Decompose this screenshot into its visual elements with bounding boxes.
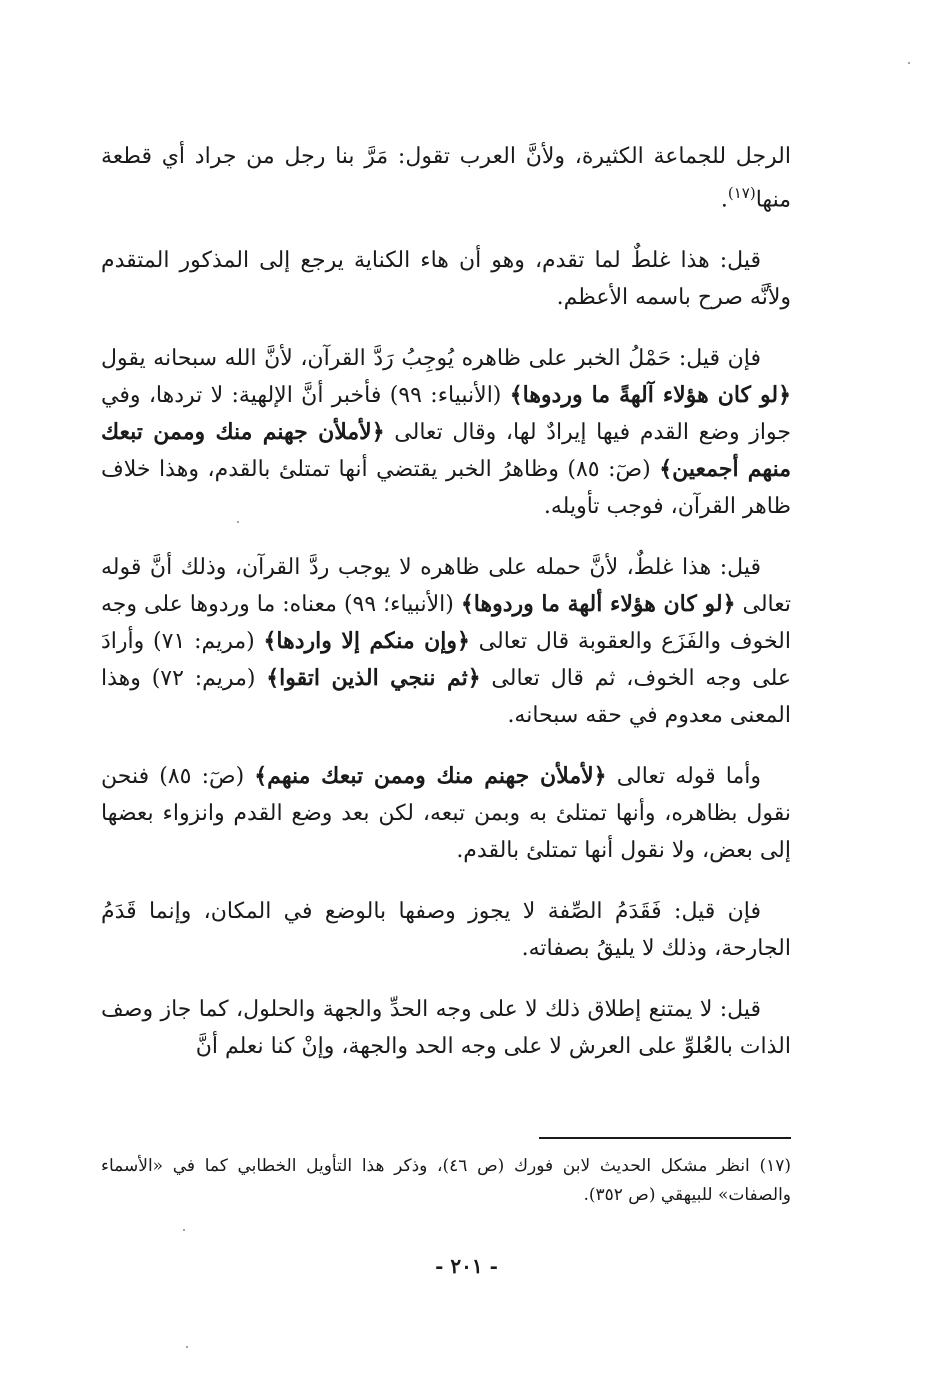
text-run: (الأنبياء: ٩٩) فأخبر أنَّ الإلهية: لا تردها، وفي جواز وضع القدم فيها إيرادٌ لها، وقال تعالى (101, 383, 791, 446)
text-run: قيل: لا يمتنع إطلاق ذلك لا على وجه الحدِّ والجهة والحلول، كما جاز وصف الذات بالعُلوِّ على العرش لا على وجه الحد والجهة، وإنْ كنا نعلم أنَّ (101, 997, 791, 1060)
paragraph (101, 138, 791, 218)
text-run: قيل: هذا غلطٌ لما تقدم، وهو أن هاء الكناية يرجع إلى المذكور المتقدم ولأنَّه صرح باسمه الأعظم. (101, 248, 791, 311)
quran-verse: ﴿لأملأن جهنم منك وممن تبعك منهم﴾ (254, 763, 607, 790)
text-run: (مريم: ٧١) وأرادَ على وجه الخوف، ثم قال تعالى (101, 629, 791, 692)
text-run: (١٧) (727, 184, 756, 202)
quran-verse: ﴿ثم ننجي الذين اتقوا﴾ (266, 665, 481, 692)
text-run: فإن قيل: حَمْلُ الخبر على ظاهره يُوجِبُ رَدَّ القرآن، لأنَّ الله سبحانه يقول (101, 346, 761, 372)
paragraph (101, 893, 791, 967)
paragraph (101, 242, 791, 316)
footnotes (101, 1152, 791, 1210)
quran-verse: ﴿لو كان هؤلاء ألهة ما وردوها﴾ (460, 591, 736, 618)
paragraph (101, 340, 791, 525)
quran-verse: ﴿لو كان هؤلاء آلهةً ما وردوها﴾ (509, 382, 791, 409)
scan-speck (237, 521, 239, 523)
text-run: . (720, 187, 728, 213)
footnote-divider (539, 1137, 791, 1139)
text-run: (صٓ: ٨٥) فنحن نقول بظاهره، وأنها تمتلئ به وبمن تبعه، لكن بعد وضع القدم وانزواء بعضها إلى بعض، ولا نقول أنها تمتلئ بالقدم. (101, 764, 791, 864)
scan-speck (908, 62, 910, 64)
scan-speck (186, 1346, 188, 1348)
scan-speck (183, 1229, 185, 1231)
page-number: - ٢٠١ - (435, 1254, 498, 1278)
paragraph (101, 991, 791, 1065)
text-run: وأما قوله تعالى (606, 764, 762, 790)
footnote: (١٧) انظر مشكل الحديث لابن فورك (ص ٤٦)، وذكر هذا التأويل الخطابي كما في «الأسماء والصفات» للبيهقي (ص ٣٥٢). (101, 1156, 791, 1205)
page-body (101, 138, 791, 1089)
quran-verse: ﴿لأملأن جهنم منك وممن تبعك منهم أجمعين﴾ (101, 419, 791, 483)
text-run: (صٓ: ٨٥) وظاهرُ الخبر يقتضي أنها تمتلئ بالقدم، وهذا خلاف ظاهر القرآن، فوجب تأويله. (101, 457, 791, 520)
text-run: (الأنبياء؛ ٩٩) معناه: ما وردوها على وجه الخوف والفَزَع والعقوبة قال تعالى (101, 592, 791, 655)
text-run: (مريم: ٧٢) وهذا المعنى معدوم في حقه سبحانه. (101, 666, 791, 729)
paragraph (101, 549, 791, 734)
paragraph (101, 758, 791, 869)
quran-verse: ﴿وإن منكم إلا واردها﴾ (263, 628, 470, 655)
text-run: الرجل للجماعة الكثيرة، ولأنَّ العرب تقول: مَرَّ بنا رجل من جراد أي قطعة منها (101, 144, 791, 213)
text-run: فإن قيل: فَقَدَمُ الصِّفة لا يجوز وصفها بالوضع في المكان، وإنما قَدَمُ الجارحة، وذلك لا يليقُ بصفاته. (101, 899, 791, 962)
text-run: قيل: هذا غلطٌ، لأنَّ حمله على ظاهره لا يوجب ردَّ القرآن، وذلك أنَّ قوله تعالى (101, 555, 791, 618)
